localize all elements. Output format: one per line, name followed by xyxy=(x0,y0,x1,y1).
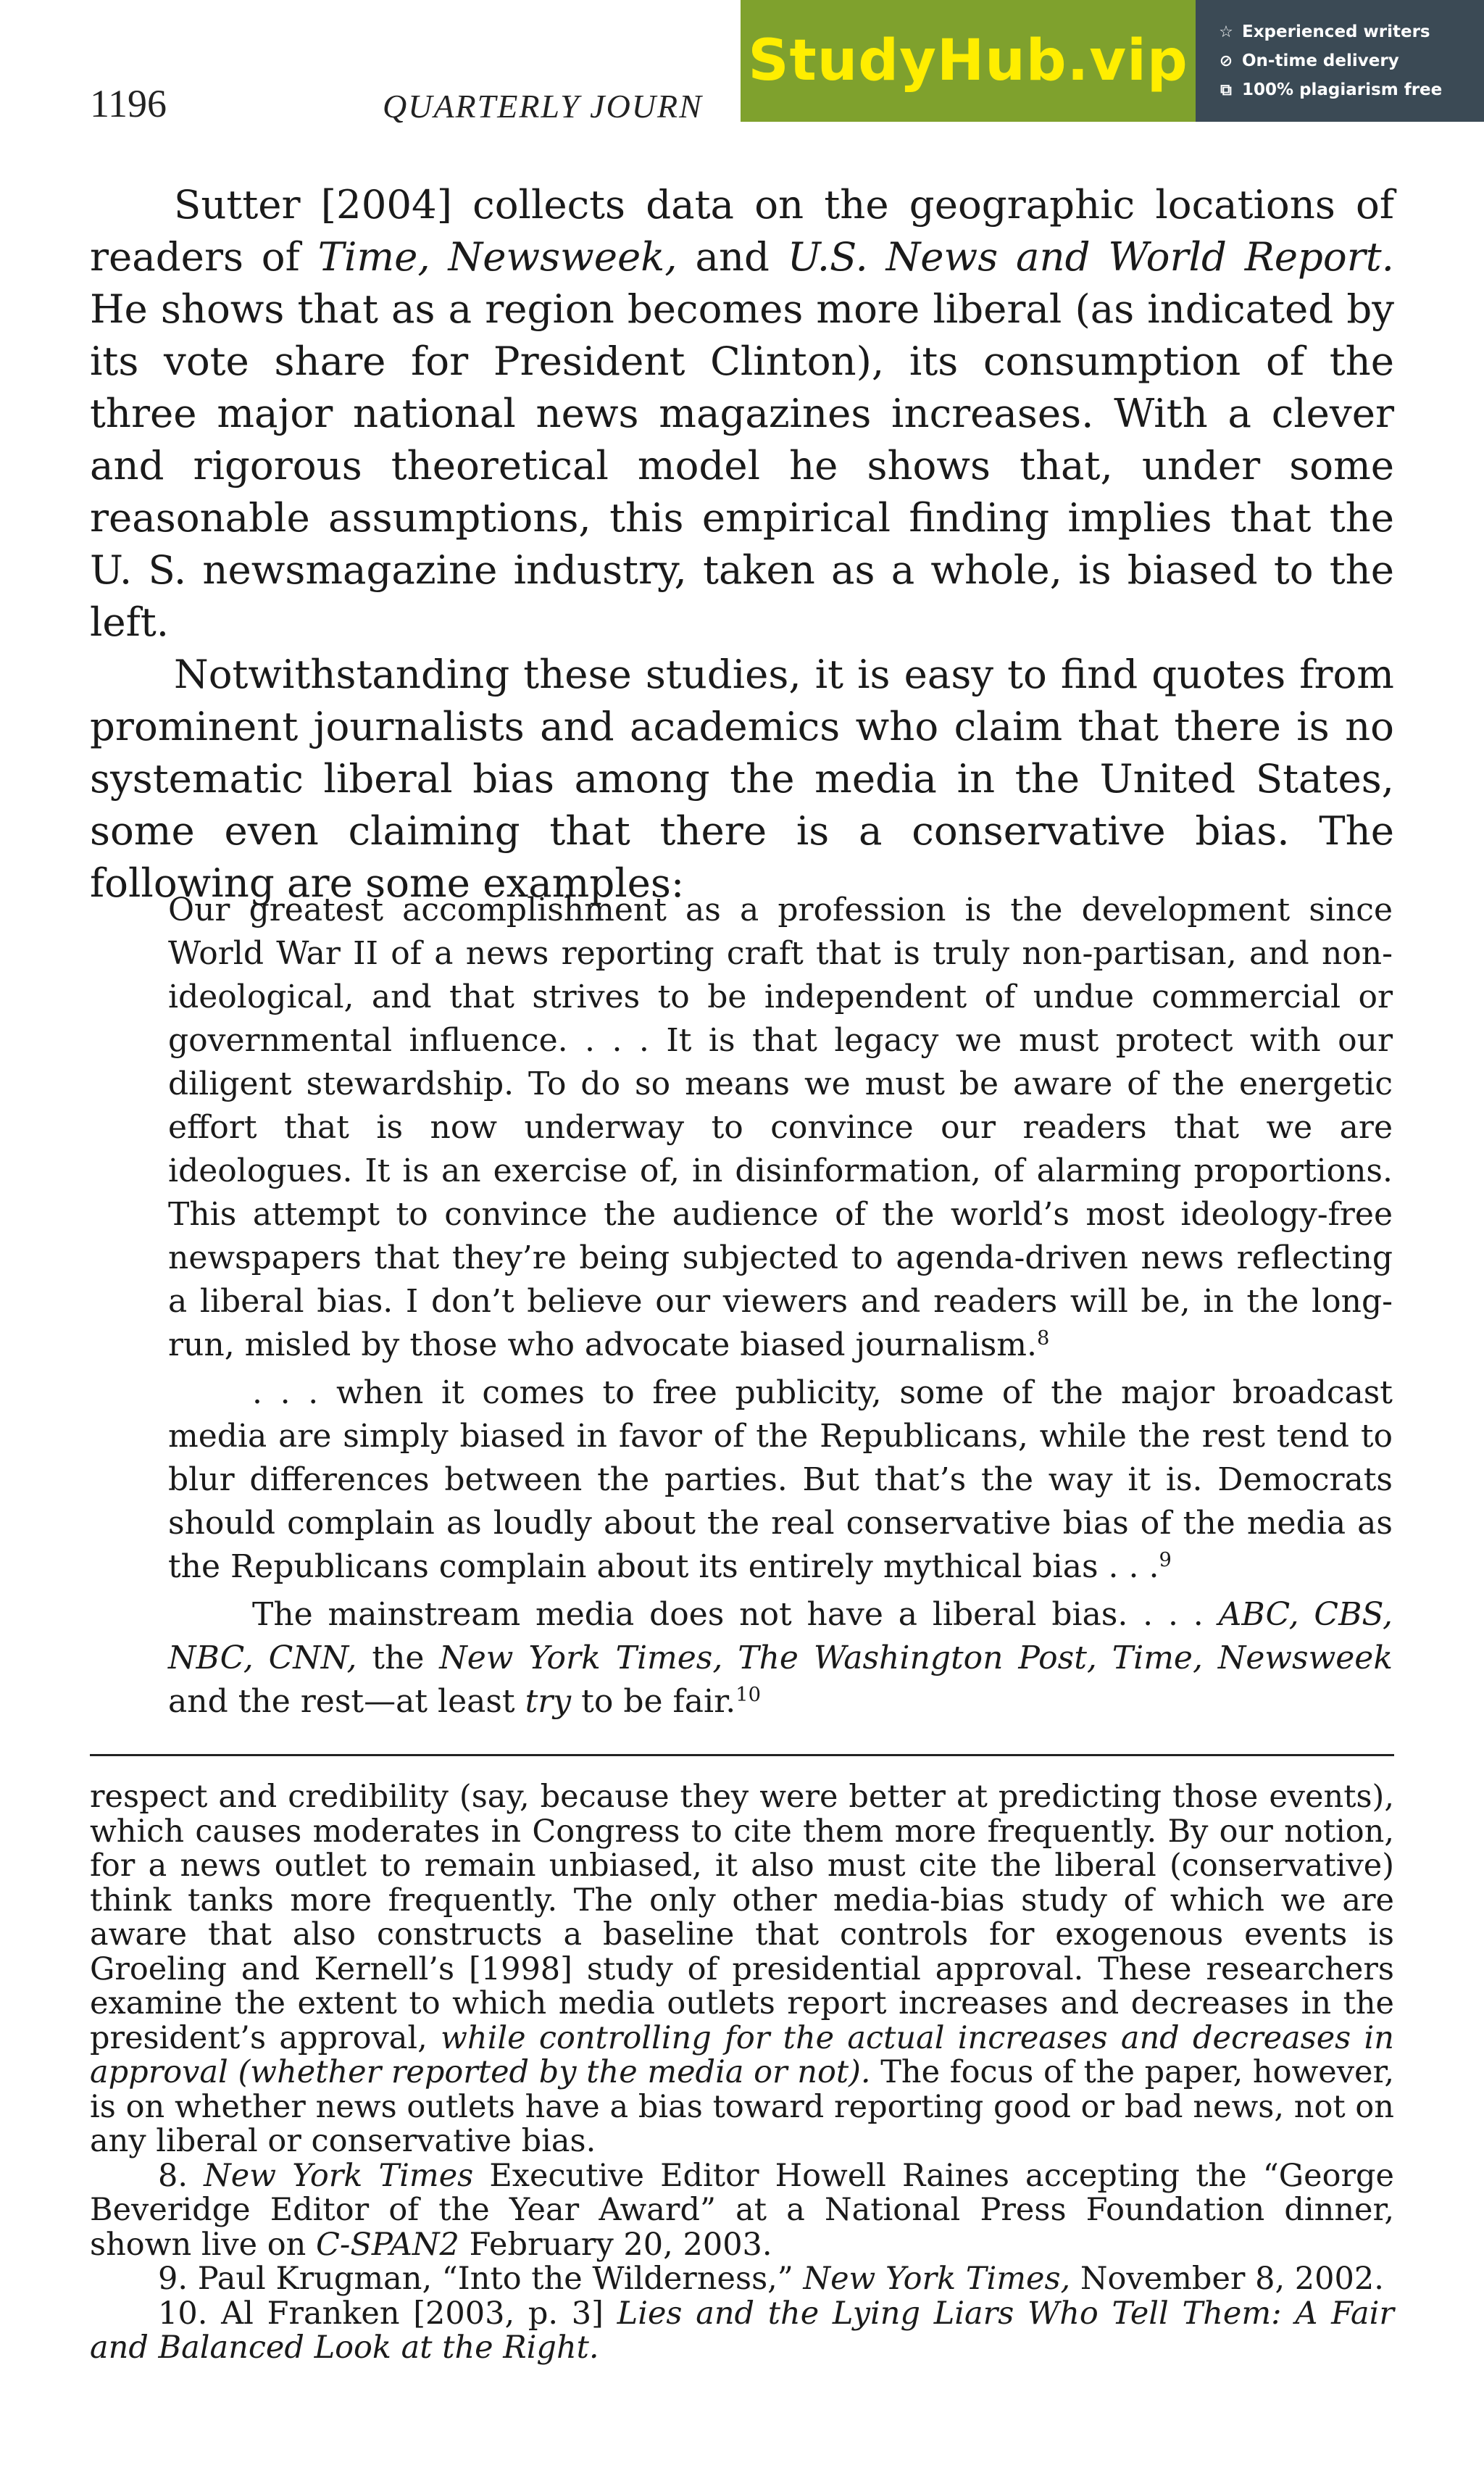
ad-features-panel xyxy=(1196,0,1484,122)
italic-run: ABC, CBS, NBC, CNN, xyxy=(168,1596,1393,1676)
text-run: He shows that as a region becomes more liberal (as indicated by its vote share for President Clinton), its consumption of the three major national news magazines increases. With a clever and rigorous theoretical model he shows that, under some reasonable assumptions, this empirical finding implies that the U. S. newsmagazine industry, taken as a whole, is biased to the left. xyxy=(90,286,1394,645)
running-head: QUARTERLY JOURN xyxy=(383,88,703,125)
ad-logo[interactable]: StudyHub.vip xyxy=(741,0,1196,122)
ad-feature-label: On-time delivery xyxy=(1242,51,1399,70)
footnote-ref: 10 xyxy=(735,1684,761,1706)
italic-run: while controlling for the actual increases and decreases in approval (whether reported by the media or not). xyxy=(90,2019,1394,2090)
clock-icon: ⊘ xyxy=(1219,51,1233,70)
ad-feature-label: Experienced writers xyxy=(1242,22,1430,41)
body-paragraph xyxy=(90,178,1394,648)
text-run: The focus of the paper, however, is on whether news outlets have a bias toward reporting good or bad news, not on any liberal or conservative bias. xyxy=(90,2054,1394,2159)
footnote-ref: 8 xyxy=(1037,1327,1050,1350)
italic-run: New York Times xyxy=(204,2157,474,2194)
ad-feature xyxy=(1217,22,1484,41)
italic-run: Lies and the Lying Liars Who Tell Them: A Fair and Balanced Look at the Right. xyxy=(90,2295,1394,2366)
footnote-rule xyxy=(90,1754,1394,1756)
italic-run: Time, Newsweek, xyxy=(317,233,678,280)
footnote-9 xyxy=(90,2262,1394,2297)
text-run: respect and credibility (say, because they were better at predicting those events), which causes moderates in Congress to cite them more frequently. By our notion, for a news outlet to remain unbiased, it also must cite the liberal (conservative) think tanks more frequently. The only other media-bias study of which we are aware that also constructs a baseline that controls for exogenous events is Groeling and Kernell’s [1998] study of presidential approval. These researchers examine the extent to which media outlets report increases and decreases in the president’s approval, xyxy=(90,1779,1394,2056)
text-run: the xyxy=(357,1640,440,1676)
text-run: February 20, 2003. xyxy=(459,2226,772,2263)
text-run: . . . when it comes to free publicity, some of the major broadcast media are simply biased in favor of the Republicans, while the rest tend to blur differences between the parties. But that’s the way it is. Democrats should complain as loudly about the real conservative bias of the media as the Republicans complain about its entirely mythical bias . . . xyxy=(168,1374,1393,1585)
body-paragraph: Notwithstanding these studies, it is easy to find quotes from prominent journalists and academics who claim that there is no systematic liberal bias among the media in the United States, some even claiming that there is a conservative bias. The following are some examples: xyxy=(90,651,1394,906)
italic-run: try xyxy=(525,1683,572,1720)
text-run: Paul Krugman, “Into the Wilderness,” xyxy=(197,2261,804,2297)
text-run: and the rest—at least xyxy=(168,1683,525,1720)
text-run: to be fair. xyxy=(571,1683,736,1720)
italic-run: U.S. News and World Report. xyxy=(787,233,1394,280)
ad-feature xyxy=(1217,80,1484,99)
quote-paragraph xyxy=(168,889,1393,1371)
text-run: and xyxy=(677,233,788,280)
text-run: The mainstream media does not have a liberal bias. . . . xyxy=(252,1596,1219,1633)
text-run: November 8, 2002. xyxy=(1070,2261,1384,2297)
star-icon: ☆ xyxy=(1219,22,1233,41)
quote-paragraph xyxy=(168,1371,1393,1593)
footnote-continuation xyxy=(90,1780,1394,2159)
document-icon: ⧉ xyxy=(1220,80,1232,99)
footnote-number: 10. xyxy=(158,2295,222,2332)
footnote-number: 8. xyxy=(158,2157,204,2194)
ad-feature xyxy=(1217,51,1484,70)
text-run: Our greatest accomplishment as a profession is the development since World War II of a news reporting craft that is truly non-partisan, and non-ideological, and that strives to be independent of undue commercial or governmental influence. . . . It is that legacy we must protect with our diligent stewardship. To do so means we must be aware of the energetic effort that is now underway to convince our readers that we are ideologues. It is an exercise of, in disinformation, of alarming proportions. This attempt to convince the audience of the world’s most ideology-free newspapers that they’re being subjected to agenda-driven news reflecting a liberal bias. I don’t believe our viewers and readers will be, in the long-run, misled by those who advocate biased journalism. xyxy=(168,892,1393,1363)
footnote-number: 9. xyxy=(158,2261,198,2297)
quote-paragraph xyxy=(168,1593,1393,1728)
text-run: Al Franken [2003, p. 3] xyxy=(221,2295,617,2332)
italic-run: New York Times, xyxy=(803,2261,1071,2297)
italic-run: New York Times, The Washington Post, Time, Newsweek xyxy=(439,1640,1393,1676)
ad-banner[interactable] xyxy=(741,0,1484,122)
footnotes xyxy=(90,1780,1394,2366)
footnote-8 xyxy=(90,2159,1394,2263)
page-number: 1196 xyxy=(90,82,167,125)
text-run: Executive Editor Howell Raines accepting the “George Beveridge Editor of the Year Award” at a National Press Foundation dinner, shown live on xyxy=(90,2157,1394,2263)
italic-run: C-SPAN2 xyxy=(315,2226,459,2263)
ad-feature-label: 100% plagiarism free xyxy=(1242,80,1443,99)
footnote-10 xyxy=(90,2297,1394,2366)
body-text xyxy=(90,178,1394,909)
quote-block xyxy=(168,889,1393,1728)
footnote-ref: 9 xyxy=(1159,1549,1172,1571)
text-run: Sutter [2004] collects data on the geographic locations of readers of xyxy=(90,181,1394,280)
